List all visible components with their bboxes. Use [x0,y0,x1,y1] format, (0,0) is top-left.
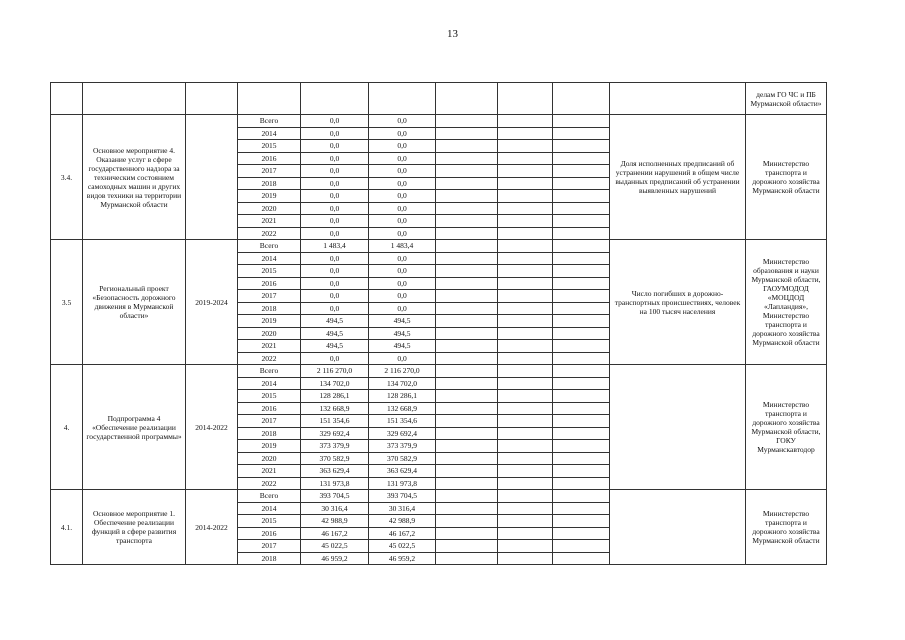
empty-cell [498,402,553,415]
empty-cell [553,240,610,253]
total-funding-cell: 128 286,1 [301,390,369,403]
year-cell: 2018 [238,427,301,440]
regional-budget-cell: 494,5 [369,327,436,340]
total-funding-cell: 0,0 [301,215,369,228]
empty-cell [553,115,610,128]
total-funding-cell: 45 022,5 [301,540,369,553]
empty-cell [51,83,83,115]
empty-cell [436,277,498,290]
year-cell: Всего [238,115,301,128]
indicator-cell: Доля исполненных предписаний об устранении нарушений в общем числе выданных предписаний об устранении выявленных нарушений [610,115,746,240]
year-cell: 2019 [238,190,301,203]
total-funding-cell: 0,0 [301,265,369,278]
empty-cell [553,202,610,215]
regional-budget-cell: 131 973,8 [369,477,436,490]
empty-cell [553,327,610,340]
empty-cell [553,552,610,565]
empty-cell [436,215,498,228]
table-row [51,115,827,128]
year-cell: 2020 [238,202,301,215]
empty-cell [498,540,553,553]
total-funding-cell: 0,0 [301,352,369,365]
total-funding-cell: 0,0 [301,277,369,290]
row-number: 3.5 [51,240,83,365]
empty-cell [436,83,498,115]
table-row [51,490,827,503]
empty-cell [553,502,610,515]
empty-cell [553,527,610,540]
empty-cell [553,177,610,190]
empty-cell [610,83,746,115]
year-cell: 2016 [238,152,301,165]
budget-table [50,82,827,565]
empty-cell [553,390,610,403]
regional-budget-cell: 0,0 [369,290,436,303]
total-funding-cell: 0,0 [301,202,369,215]
year-cell: 2014 [238,377,301,390]
total-funding-cell: 46 167,2 [301,527,369,540]
total-funding-cell: 494,5 [301,327,369,340]
empty-cell [498,377,553,390]
indicator-cell [610,365,746,490]
empty-cell [436,177,498,190]
empty-cell [553,227,610,240]
empty-cell [436,265,498,278]
empty-cell [498,327,553,340]
empty-cell [498,527,553,540]
page-number: 13 [447,28,458,40]
year-cell: 2017 [238,290,301,303]
activity-name: Основное мероприятие 1. Обеспечение реализации функций в сфере развития транспорта [83,490,186,565]
year-cell: 2022 [238,352,301,365]
empty-cell [498,490,553,503]
empty-cell [436,402,498,415]
empty-cell [436,127,498,140]
empty-cell [498,552,553,565]
total-funding-cell: 0,0 [301,190,369,203]
empty-cell [553,315,610,328]
empty-cell [436,140,498,153]
year-cell: Всего [238,490,301,503]
total-funding-cell: 370 582,9 [301,452,369,465]
regional-budget-cell: 30 316,4 [369,502,436,515]
empty-cell [498,127,553,140]
total-funding-cell: 151 354,6 [301,415,369,428]
row-number: 3.4. [51,115,83,240]
regional-budget-cell: 0,0 [369,115,436,128]
empty-cell [498,427,553,440]
regional-budget-cell: 0,0 [369,252,436,265]
empty-cell [436,340,498,353]
empty-cell [436,552,498,565]
empty-cell [436,452,498,465]
empty-cell [553,402,610,415]
empty-cell [498,452,553,465]
regional-budget-cell: 132 668,9 [369,402,436,415]
implementation-period [186,115,238,240]
empty-cell [436,202,498,215]
responsible-cell: Министерство транспорта и дорожного хозяйства Мурманской области [746,115,827,240]
empty-cell [553,340,610,353]
table-row [51,83,827,115]
regional-budget-cell: 0,0 [369,177,436,190]
empty-cell [498,415,553,428]
implementation-period: 2014-2022 [186,490,238,565]
empty-cell [436,115,498,128]
total-funding-cell: 2 116 270,0 [301,365,369,378]
empty-cell [498,302,553,315]
responsible-cell: делам ГО ЧС и ПБ Мурманской области» [746,83,827,115]
total-funding-cell: 393 704,5 [301,490,369,503]
empty-cell [498,365,553,378]
regional-budget-cell: 0,0 [369,302,436,315]
total-funding-cell: 1 483,4 [301,240,369,253]
regional-budget-cell: 0,0 [369,352,436,365]
year-cell: 2014 [238,502,301,515]
regional-budget-cell: 46 167,2 [369,527,436,540]
responsible-cell: Министерство транспорта и дорожного хозяйства Мурманской области [746,490,827,565]
year-cell: 2018 [238,177,301,190]
empty-cell [498,152,553,165]
empty-cell [553,215,610,228]
total-funding-cell: 42 988,9 [301,515,369,528]
year-cell: 2022 [238,477,301,490]
empty-cell [553,83,610,115]
regional-budget-cell: 0,0 [369,190,436,203]
table-body [51,83,827,565]
total-funding-cell: 0,0 [301,290,369,303]
empty-cell [436,327,498,340]
year-cell: 2017 [238,540,301,553]
empty-cell [553,465,610,478]
regional-budget-cell: 373 379,9 [369,440,436,453]
total-funding-cell: 373 379,9 [301,440,369,453]
empty-cell [369,83,436,115]
regional-budget-cell: 2 116 270,0 [369,365,436,378]
responsible-cell: Министерство образования и науки Мурманской области, ГАОУМОДОД «МОЦДОД «Лапландия», Министерство транспорта и дорожного хозяйства Мурманской области [746,240,827,365]
total-funding-cell: 132 668,9 [301,402,369,415]
year-cell: 2016 [238,402,301,415]
empty-cell [436,490,498,503]
empty-cell [553,540,610,553]
table-row [51,365,827,378]
empty-cell [436,502,498,515]
regional-budget-cell: 0,0 [369,265,436,278]
year-cell: Всего [238,365,301,378]
empty-cell [498,290,553,303]
year-cell: 2018 [238,552,301,565]
empty-cell [498,340,553,353]
empty-cell [436,465,498,478]
empty-cell [498,83,553,115]
regional-budget-cell: 128 286,1 [369,390,436,403]
regional-budget-cell: 1 483,4 [369,240,436,253]
year-cell: 2015 [238,390,301,403]
total-funding-cell: 0,0 [301,252,369,265]
empty-cell [436,227,498,240]
year-cell: 2015 [238,265,301,278]
table-row [51,240,827,253]
responsible-cell: Министерство транспорта и дорожного хозяйства Мурманской области, ГОКУ Мурманскавтодор [746,365,827,490]
empty-cell [553,140,610,153]
empty-cell [186,83,238,115]
empty-cell [83,83,186,115]
empty-cell [436,240,498,253]
empty-cell [436,302,498,315]
year-cell: 2014 [238,127,301,140]
year-cell: 2021 [238,465,301,478]
total-funding-cell: 0,0 [301,127,369,140]
empty-cell [553,490,610,503]
regional-budget-cell: 0,0 [369,277,436,290]
indicator-cell: Число погибших в дорожно-транспортных происшествиях, человек на 100 тысяч населения [610,240,746,365]
empty-cell [436,390,498,403]
year-cell: 2017 [238,165,301,178]
empty-cell [436,290,498,303]
empty-cell [498,515,553,528]
empty-cell [498,352,553,365]
empty-cell [498,265,553,278]
empty-cell [498,315,553,328]
total-funding-cell: 46 959,2 [301,552,369,565]
regional-budget-cell: 42 988,9 [369,515,436,528]
empty-cell [553,190,610,203]
year-cell: 2022 [238,227,301,240]
total-funding-cell: 0,0 [301,302,369,315]
empty-cell [553,515,610,528]
empty-cell [498,190,553,203]
empty-cell [436,540,498,553]
row-number: 4.1. [51,490,83,565]
empty-cell [553,165,610,178]
year-cell: 2016 [238,527,301,540]
empty-cell [436,252,498,265]
total-funding-cell: 0,0 [301,227,369,240]
total-funding-cell: 0,0 [301,115,369,128]
empty-cell [498,440,553,453]
regional-budget-cell: 363 629,4 [369,465,436,478]
regional-budget-cell: 393 704,5 [369,490,436,503]
empty-cell [553,290,610,303]
empty-cell [498,115,553,128]
empty-cell [498,465,553,478]
empty-cell [436,152,498,165]
regional-budget-cell: 151 354,6 [369,415,436,428]
empty-cell [553,127,610,140]
empty-cell [436,515,498,528]
empty-cell [436,365,498,378]
empty-cell [498,390,553,403]
empty-cell [553,377,610,390]
empty-cell [436,477,498,490]
regional-budget-cell: 0,0 [369,227,436,240]
regional-budget-cell: 0,0 [369,202,436,215]
implementation-period: 2014-2022 [186,365,238,490]
empty-cell [498,502,553,515]
empty-cell [553,352,610,365]
empty-cell [498,227,553,240]
regional-budget-cell: 370 582,9 [369,452,436,465]
empty-cell [553,152,610,165]
regional-budget-cell: 0,0 [369,165,436,178]
empty-cell [553,277,610,290]
empty-cell [553,265,610,278]
total-funding-cell: 363 629,4 [301,465,369,478]
empty-cell [553,440,610,453]
empty-cell [436,427,498,440]
year-cell: 2016 [238,277,301,290]
regional-budget-cell: 0,0 [369,127,436,140]
regional-budget-cell: 134 702,0 [369,377,436,390]
year-cell: 2021 [238,215,301,228]
empty-cell [553,365,610,378]
year-cell: 2015 [238,140,301,153]
total-funding-cell: 494,5 [301,315,369,328]
total-funding-cell: 494,5 [301,340,369,353]
total-funding-cell: 0,0 [301,177,369,190]
year-cell: 2020 [238,327,301,340]
regional-budget-cell: 329 692,4 [369,427,436,440]
activity-name: Подпрограмма 4 «Обеспечение реализации государственной программы» [83,365,186,490]
empty-cell [498,277,553,290]
empty-cell [498,140,553,153]
empty-cell [436,440,498,453]
empty-cell [498,215,553,228]
indicator-cell [610,490,746,565]
empty-cell [498,165,553,178]
empty-cell [553,427,610,440]
regional-budget-cell: 0,0 [369,152,436,165]
empty-cell [238,83,301,115]
empty-cell [498,177,553,190]
row-number: 4. [51,365,83,490]
empty-cell [553,252,610,265]
empty-cell [553,415,610,428]
regional-budget-cell: 0,0 [369,215,436,228]
year-cell: 2015 [238,515,301,528]
empty-cell [498,252,553,265]
total-funding-cell: 0,0 [301,140,369,153]
implementation-period: 2019-2024 [186,240,238,365]
regional-budget-cell: 45 022,5 [369,540,436,553]
year-cell: 2020 [238,452,301,465]
total-funding-cell: 0,0 [301,165,369,178]
activity-name: Региональный проект «Безопасность дорожного движения в Мурманской области» [83,240,186,365]
empty-cell [553,452,610,465]
activity-name: Основное мероприятие 4. Оказание услуг в сфере государственного надзора за техническим состоянием самоходных машин и других видов техники на территории Мурманской области [83,115,186,240]
empty-cell [436,377,498,390]
empty-cell [498,477,553,490]
empty-cell [553,302,610,315]
total-funding-cell: 30 316,4 [301,502,369,515]
empty-cell [301,83,369,115]
year-cell: 2021 [238,340,301,353]
empty-cell [436,527,498,540]
year-cell: 2018 [238,302,301,315]
total-funding-cell: 0,0 [301,152,369,165]
empty-cell [436,415,498,428]
year-cell: 2014 [238,252,301,265]
empty-cell [436,190,498,203]
empty-cell [436,315,498,328]
regional-budget-cell: 494,5 [369,340,436,353]
year-cell: 2019 [238,315,301,328]
total-funding-cell: 329 692,4 [301,427,369,440]
regional-budget-cell: 494,5 [369,315,436,328]
year-cell: Всего [238,240,301,253]
empty-cell [436,165,498,178]
empty-cell [436,352,498,365]
total-funding-cell: 134 702,0 [301,377,369,390]
year-cell: 2017 [238,415,301,428]
regional-budget-cell: 0,0 [369,140,436,153]
total-funding-cell: 131 973,8 [301,477,369,490]
empty-cell [553,477,610,490]
regional-budget-cell: 46 959,2 [369,552,436,565]
empty-cell [498,202,553,215]
empty-cell [498,240,553,253]
year-cell: 2019 [238,440,301,453]
